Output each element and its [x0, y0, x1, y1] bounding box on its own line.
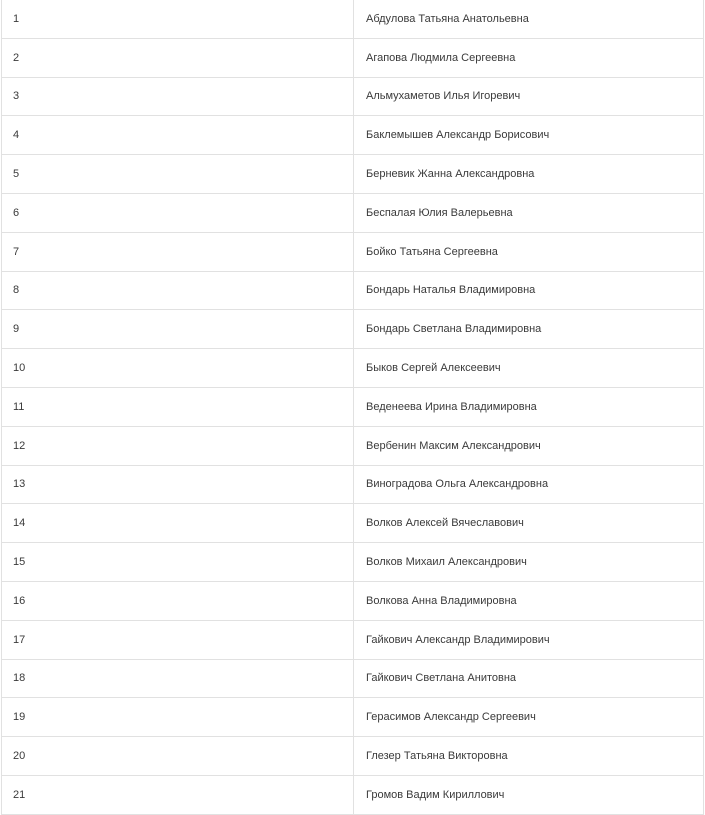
table-row — [2, 426, 704, 465]
table-row — [2, 620, 704, 659]
row-name: Бондарь Светлана Владимировна — [354, 310, 704, 349]
members-table-body — [2, 0, 704, 814]
row-number: 9 — [2, 310, 354, 349]
table-row — [2, 659, 704, 698]
row-name: Абдулова Татьяна Анатольевна — [354, 0, 704, 38]
table-row — [2, 77, 704, 116]
row-name: Вербенин Максим Александрович — [354, 426, 704, 465]
table-row — [2, 271, 704, 310]
row-number: 1 — [2, 0, 354, 38]
row-name: Беспалая Юлия Валерьевна — [354, 193, 704, 232]
row-name: Виноградова Ольга Александровна — [354, 465, 704, 504]
row-number: 16 — [2, 581, 354, 620]
row-number: 21 — [2, 775, 354, 814]
table-row — [2, 543, 704, 582]
row-name: Волкова Анна Владимировна — [354, 581, 704, 620]
row-number: 18 — [2, 659, 354, 698]
table-row — [2, 581, 704, 620]
row-number: 19 — [2, 698, 354, 737]
row-name: Волков Михаил Александрович — [354, 543, 704, 582]
table-row — [2, 698, 704, 737]
row-number: 4 — [2, 116, 354, 155]
table-row — [2, 193, 704, 232]
row-number: 2 — [2, 38, 354, 77]
row-name: Берневик Жанна Александровна — [354, 155, 704, 194]
row-number: 13 — [2, 465, 354, 504]
table-row — [2, 465, 704, 504]
row-name: Альмухаметов Илья Игоревич — [354, 77, 704, 116]
table-row — [2, 737, 704, 776]
row-name: Веденеева Ирина Владимировна — [354, 387, 704, 426]
table-row — [2, 0, 704, 38]
row-number: 6 — [2, 193, 354, 232]
row-name: Гайкович Александр Владимирович — [354, 620, 704, 659]
table-row — [2, 775, 704, 814]
row-number: 10 — [2, 349, 354, 388]
row-name: Быков Сергей Алексеевич — [354, 349, 704, 388]
row-number: 15 — [2, 543, 354, 582]
table-row — [2, 155, 704, 194]
row-name: Баклемышев Александр Борисович — [354, 116, 704, 155]
table-row — [2, 349, 704, 388]
row-name: Громов Вадим Кириллович — [354, 775, 704, 814]
table-row — [2, 504, 704, 543]
row-number: 8 — [2, 271, 354, 310]
row-name: Агапова Людмила Сергеевна — [354, 38, 704, 77]
row-number: 17 — [2, 620, 354, 659]
row-name: Бондарь Наталья Владимировна — [354, 271, 704, 310]
row-number: 20 — [2, 737, 354, 776]
row-name: Герасимов Александр Сергеевич — [354, 698, 704, 737]
table-row — [2, 116, 704, 155]
table-row — [2, 387, 704, 426]
row-name: Волков Алексей Вячеславович — [354, 504, 704, 543]
row-number: 5 — [2, 155, 354, 194]
row-number: 11 — [2, 387, 354, 426]
row-number: 14 — [2, 504, 354, 543]
row-name: Глезер Татьяна Викторовна — [354, 737, 704, 776]
row-number: 3 — [2, 77, 354, 116]
table-row — [2, 38, 704, 77]
row-number: 12 — [2, 426, 354, 465]
members-table — [1, 0, 704, 815]
row-name: Гайкович Светлана Анитовна — [354, 659, 704, 698]
row-name: Бойко Татьяна Сергеевна — [354, 232, 704, 271]
table-row — [2, 310, 704, 349]
row-number: 7 — [2, 232, 354, 271]
table-row — [2, 232, 704, 271]
